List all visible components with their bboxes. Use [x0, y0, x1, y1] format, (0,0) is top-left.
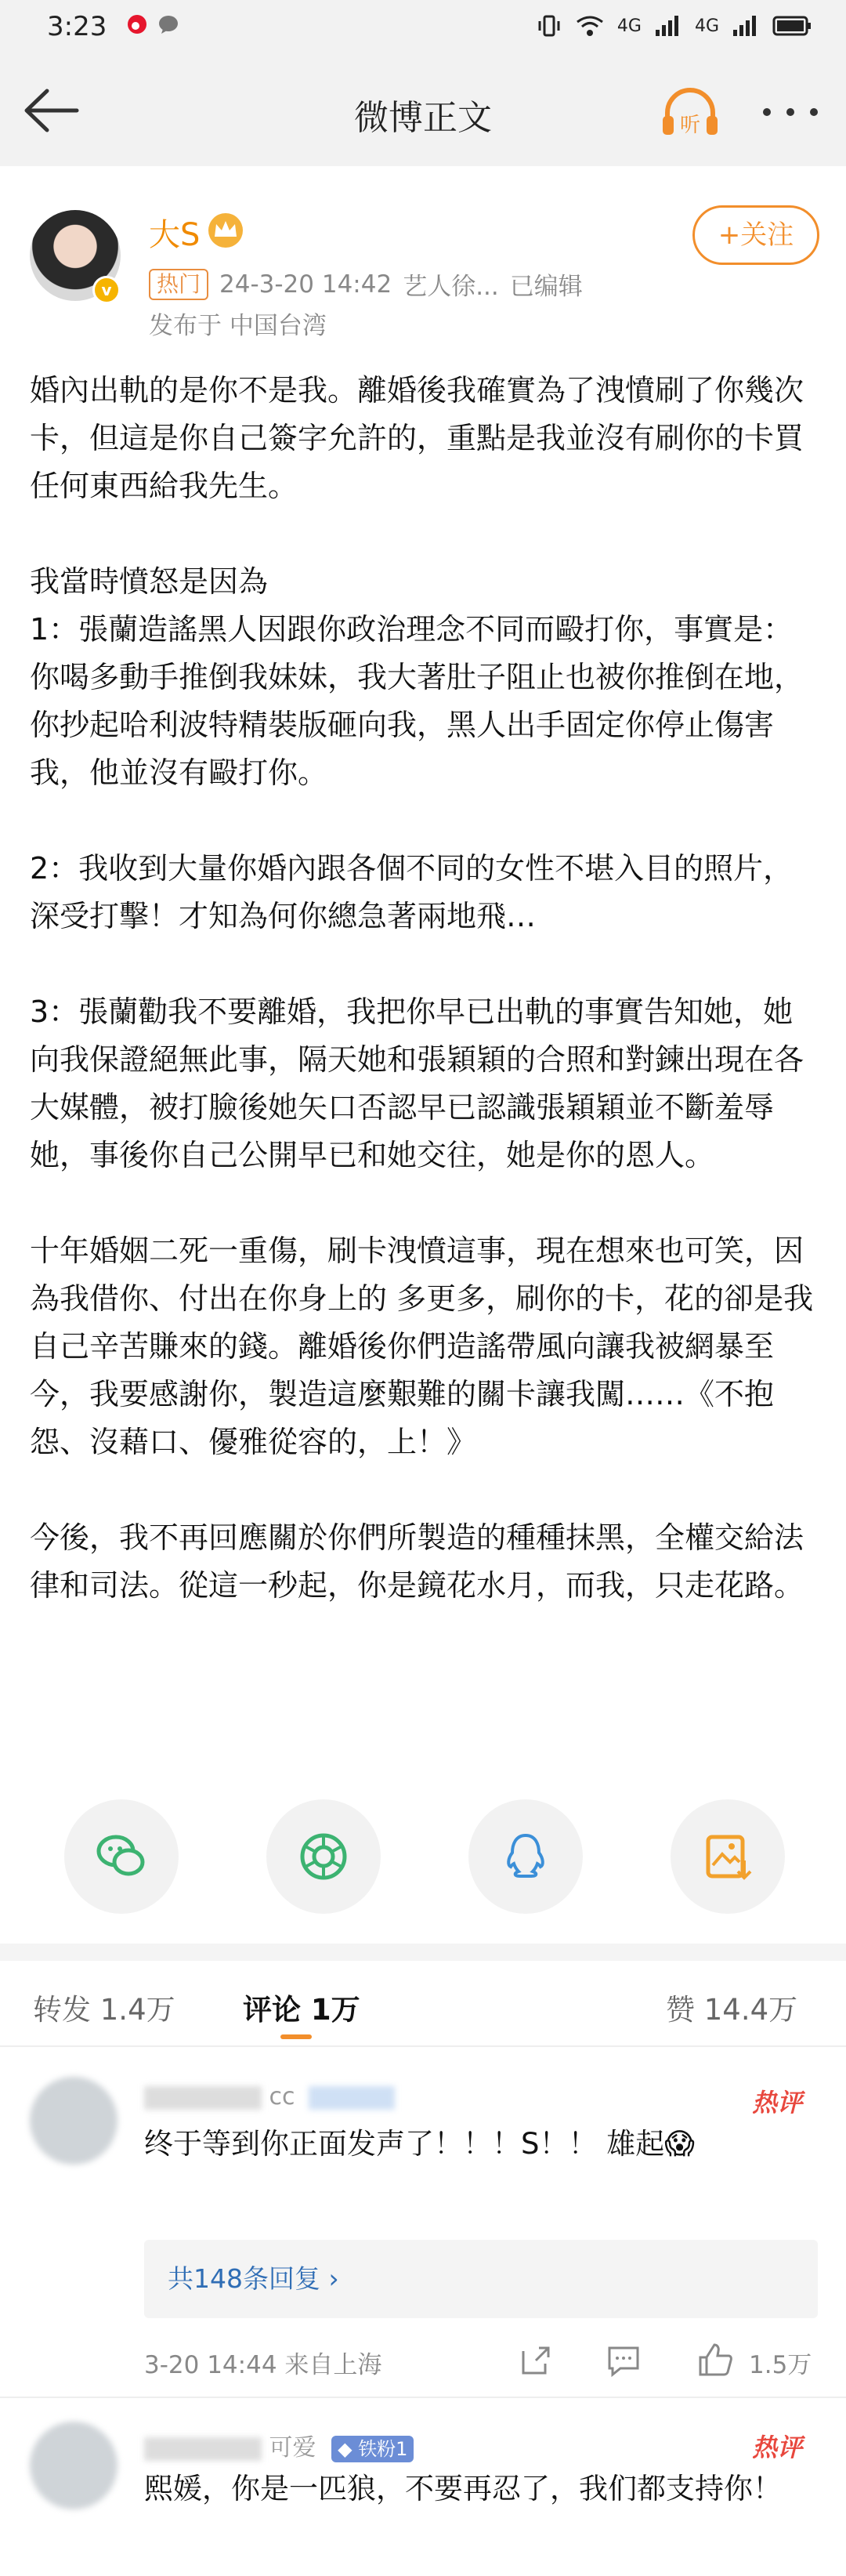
- like-count: 1.5万: [749, 2351, 812, 2379]
- wifi-icon: [575, 14, 605, 38]
- post-source[interactable]: 艺人徐...: [403, 273, 499, 301]
- battery-icon: [772, 15, 812, 37]
- chat-notification-icon: [157, 13, 180, 36]
- repost-icon[interactable]: [519, 2343, 553, 2378]
- network-type-2: 4G: [694, 16, 719, 36]
- save-image-button[interactable]: [671, 1799, 785, 1914]
- save-image-icon: [700, 1829, 755, 1884]
- edited-label[interactable]: 已编辑: [509, 273, 583, 301]
- post-meta: [149, 266, 583, 302]
- status-notification-icons: [125, 13, 180, 36]
- hot-comment-badge: 热评: [752, 2433, 803, 2462]
- active-tab-indicator: [280, 2034, 312, 2039]
- post-timestamp: 24-3-20 14:42: [219, 270, 392, 299]
- like-icon[interactable]: [697, 2342, 733, 2378]
- share-wechat-button[interactable]: [64, 1799, 179, 1914]
- fan-badge-label: 铁粉1: [358, 2437, 408, 2460]
- status-right-icons: [536, 14, 812, 38]
- post-body: [30, 367, 821, 1610]
- network-type: 4G: [616, 16, 642, 36]
- redacted-badge: [309, 2086, 395, 2110]
- fan-badge: ◆ 铁粉1: [331, 2436, 414, 2462]
- more-dot-icon: [786, 108, 794, 116]
- status-bar: [0, 0, 846, 56]
- tab-repost[interactable]: 转发 1.4万: [33, 1993, 175, 2027]
- post-paragraph: 我當時憤怒是因為 1：張蘭造謠黑人因跟你政治理念不同而毆打你，事實是：你喝多動手推倒我妹妹，我大著肚子阻止也被你推倒在地，你抄起哈利波特精裝版砸向我，黑人出手固定你停止傷害我，他並沒有毆打你。: [30, 564, 804, 790]
- comment-time-location: 3-20 14:44 来自上海: [144, 2351, 382, 2379]
- comment-text: 终于等到你正面发声了！！！S！！ 雄起😱: [144, 2127, 695, 2161]
- comment-footer: [144, 2342, 818, 2381]
- post-paragraph: 今後，我不再回應關於你們所製造的種種抹黑，全權交給法律和司法。從這一秒起，你是鏡花水月，而我，只走花路。: [30, 1520, 804, 1603]
- follow-button[interactable]: +关注: [692, 205, 819, 265]
- view-replies-link[interactable]: 共148条回复 ›: [144, 2240, 818, 2318]
- redacted-name: [144, 2437, 262, 2461]
- hot-comment-badge: 热评: [752, 2088, 803, 2118]
- headphones-icon: [660, 85, 721, 139]
- commenter-name-text: 可爱: [269, 2434, 316, 2462]
- post-paragraph: 婚內出軌的是你不是我。離婚後我確實為了洩憤刷了你幾次卡，但這是你自己簽字允許的，重點是我並沒有刷你的卡買任何東西給我先生。: [30, 373, 804, 503]
- moments-icon: [296, 1829, 351, 1884]
- crown-icon: [205, 212, 246, 249]
- status-time: 3:23: [47, 11, 107, 42]
- reply-icon[interactable]: [606, 2343, 641, 2378]
- page-title: 微博正文: [354, 98, 492, 138]
- listen-label: 听: [679, 114, 701, 137]
- commenter-avatar[interactable]: [30, 2077, 118, 2165]
- commenter-name[interactable]: [144, 2428, 414, 2462]
- listen-button[interactable]: [660, 85, 721, 139]
- interaction-tabs: [0, 1961, 846, 2047]
- commenter-avatar[interactable]: [30, 2422, 118, 2509]
- vibrate-icon: [536, 14, 562, 38]
- qq-icon: [498, 1829, 553, 1884]
- comment-text: 熙媛，你是一匹狼，不要再忍了，我们都支持你！: [144, 2472, 782, 2505]
- section-divider: [0, 1944, 846, 1961]
- share-qq-button[interactable]: [468, 1799, 583, 1914]
- commenter-name-text: cc: [269, 2083, 295, 2110]
- commenter-name[interactable]: [144, 2083, 395, 2110]
- published-location: 发布于 中国台湾: [149, 312, 327, 340]
- more-dot-icon: [763, 108, 771, 116]
- tab-comments[interactable]: 评论 1万: [243, 1993, 360, 2027]
- verified-badge-icon: v: [92, 276, 121, 304]
- signal-icon: [654, 14, 682, 38]
- hot-tag: 热门: [149, 269, 208, 300]
- share-moments-button[interactable]: [266, 1799, 381, 1914]
- redacted-name: [144, 2086, 262, 2110]
- post-paragraph: 十年婚姻二死一重傷，刷卡洩憤這事，現在想來也可笑，因為我借你、付出在你身上的 多更多，刷你的卡，花的卻是我自己辛苦賺來的錢。離婚後你們造謠帶風向讓我被網暴至今，我要感謝你，製造這麼艱難的關卡讓我闖……《不抱怨、沒藉口、優雅從容的，上！》: [30, 1234, 814, 1459]
- comment-divider: [0, 2397, 846, 2398]
- signal-icon-2: [732, 14, 760, 38]
- author-name[interactable]: 大S: [149, 217, 201, 253]
- wechat-icon: [94, 1829, 149, 1884]
- weibo-notification-icon: [125, 13, 149, 36]
- share-row: [0, 1799, 846, 1925]
- top-nav-bar: [0, 56, 846, 166]
- tab-likes[interactable]: 赞 14.4万: [666, 1993, 798, 2027]
- more-dot-icon: [810, 108, 818, 116]
- more-options-button[interactable]: [763, 100, 818, 124]
- post-paragraph: 3：張蘭勸我不要離婚，我把你早已出軌的事實告知她，她向我保證絕無此事，隔天她和張穎穎的合照和對鍊出現在各大媒體，被打臉後她矢口否認早已認識張穎穎並不斷羞辱她，事後你自己公開早已和她交往，她是你的恩人。: [30, 995, 804, 1172]
- post-paragraph: 2：我收到大量你婚內跟各個不同的女性不堪入目的照片，深受打擊！才知為何你總急著兩地飛…: [30, 851, 794, 933]
